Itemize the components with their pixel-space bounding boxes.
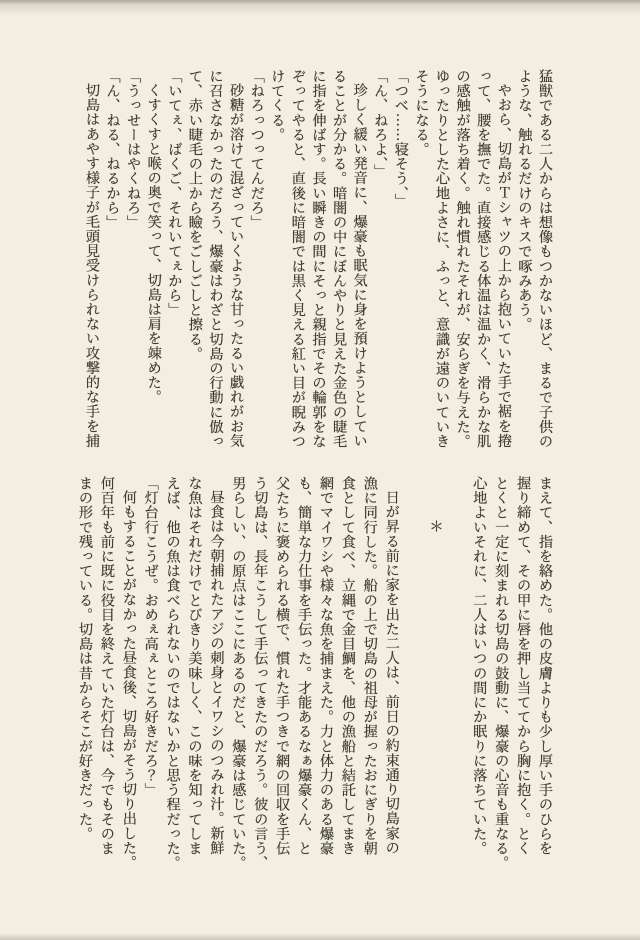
text-band-top	[81, 69, 555, 469]
text-line: えば、他の魚は食べられないのではないかと思う程だった。	[164, 476, 181, 871]
text-line: ることが分かる。暗闇の中にぼんやりと見えた金色の睫毛	[331, 69, 348, 449]
text-line: けてくる。	[269, 69, 286, 142]
text-line: う切島は、長年こうして手伝ってきたのだろう。彼の言う、	[252, 476, 269, 871]
text-line: 珍しく緩い発音に、爆豪も眠気に身を預けようとしてい	[351, 83, 368, 449]
text-line: 猛獣である二人からは想像もつかないほど、まるで子供の	[537, 69, 553, 449]
text-line: 男らしい、の原点はここにあるのだと、爆豪は感じていた。	[230, 476, 247, 871]
text-line: 日が昇る前に家を出た二人は、前日の約束通り切島家の	[383, 490, 400, 856]
text-line: の感触が落ち着く。触れ慣れたそれが、安らぎを与えた。	[454, 69, 471, 449]
text-line: まえて、指を絡めた。他の皮膚よりも少し厚い手のひらを	[537, 476, 553, 856]
text-line: ぞってやると、直後に暗闇では黒く見える紅い目が睨みつ	[289, 69, 306, 449]
scan-edge-bottom-shadow	[0, 932, 640, 940]
text-line: とくと一定に刻まれる切島の鼓動に、爆豪の心音も重なる。	[493, 476, 510, 871]
text-line: に召さなかったのだろう、爆豪はわざと切島の行動に倣っ	[207, 69, 224, 449]
text-line: 食として食べ、立縄で金目鯛を、他の漁船と結託してまき	[339, 476, 356, 856]
text-line: も、簡単な力仕事を手伝った。才能あるなぁ爆豪くん、と	[296, 476, 313, 856]
text-line: 「ん、ねろよ、」	[372, 69, 389, 179]
text-line: ような、触れるだけのキスで啄みあう。	[516, 69, 533, 332]
text-line: な魚はそれだけでとびきり美味しく、この味を知ってしま	[186, 476, 203, 856]
text-line: 網でマイワシや様々な魚を捕まえた。力と体力のある爆豪	[317, 476, 334, 856]
text-line: そうになる。	[413, 69, 430, 157]
text-line: 心地よいそれに、二人はいつの間にか眠りに落ちていた。	[471, 476, 488, 856]
text-line: 砂糖が溶けて混ざっていくような甘ったるい戯れがお気	[228, 83, 245, 449]
text-line: 何百年も前に既に役目を終えていた灯台は、今でもそのま	[98, 476, 115, 856]
text-line: 握り締めて、その甲に唇を押し当ててから胸に抱く。とく	[515, 476, 532, 856]
text-line: 父たちに褒められる横で、慣れた手つきで網の回収を手伝	[274, 476, 291, 856]
text-line: って、腰を撫でた。直接感じる体温は温かく、滑らかな肌	[475, 69, 492, 449]
text-line: 「灯台行こうぜ。おめぇ高ぇところ好きだろ？」	[142, 476, 159, 798]
text-line: 「うっせーはやくねろ」	[125, 69, 142, 230]
text-line: に指を伸ばす。長い瞬きの間にそっと親指でその輪郭をな	[310, 69, 327, 449]
section-divider: ＊	[427, 518, 444, 534]
scan-edge-top-shadow	[0, 0, 640, 16]
text-line: 切島はあやす様子が毛頭見受けられない攻撃的な手を捕	[83, 83, 100, 449]
text-line: ゆったりとした心地よさに、ふっと、意識が遠のいていき	[434, 69, 451, 449]
text-line: やおら、切島がＴシャツの上から抱いていた手で裾を捲	[495, 83, 512, 449]
text-line: 「つべ……寝そう、」	[392, 69, 409, 208]
text-line: 「ん、ねる、ねるから」	[104, 69, 121, 230]
text-line: 「いてぇ、ばくご、それいてぇから」	[166, 69, 183, 318]
text-line: て、赤い睫毛の上から瞼をごしごしと擦る。	[186, 69, 203, 361]
text-line: 漁に同行した。船の上で切島の祖母が握ったおにぎりを朝	[361, 476, 378, 856]
text-line: くすくすと喉の奥で笑って、切島は肩を竦めた。	[145, 83, 162, 405]
text-line: まの形で残っている。切島は昔からそこが好きだった。	[77, 476, 93, 841]
text-band-bottom	[73, 476, 555, 876]
text-line: 何もすることがなかった昼食後、切島がそう切り出した。	[120, 490, 137, 870]
text-line: 昼食は今朝捕れたアジの刺身とイワシのつみれ汁。新鮮	[208, 490, 225, 856]
text-line: 「ねろっつってんだろ」	[248, 69, 265, 230]
